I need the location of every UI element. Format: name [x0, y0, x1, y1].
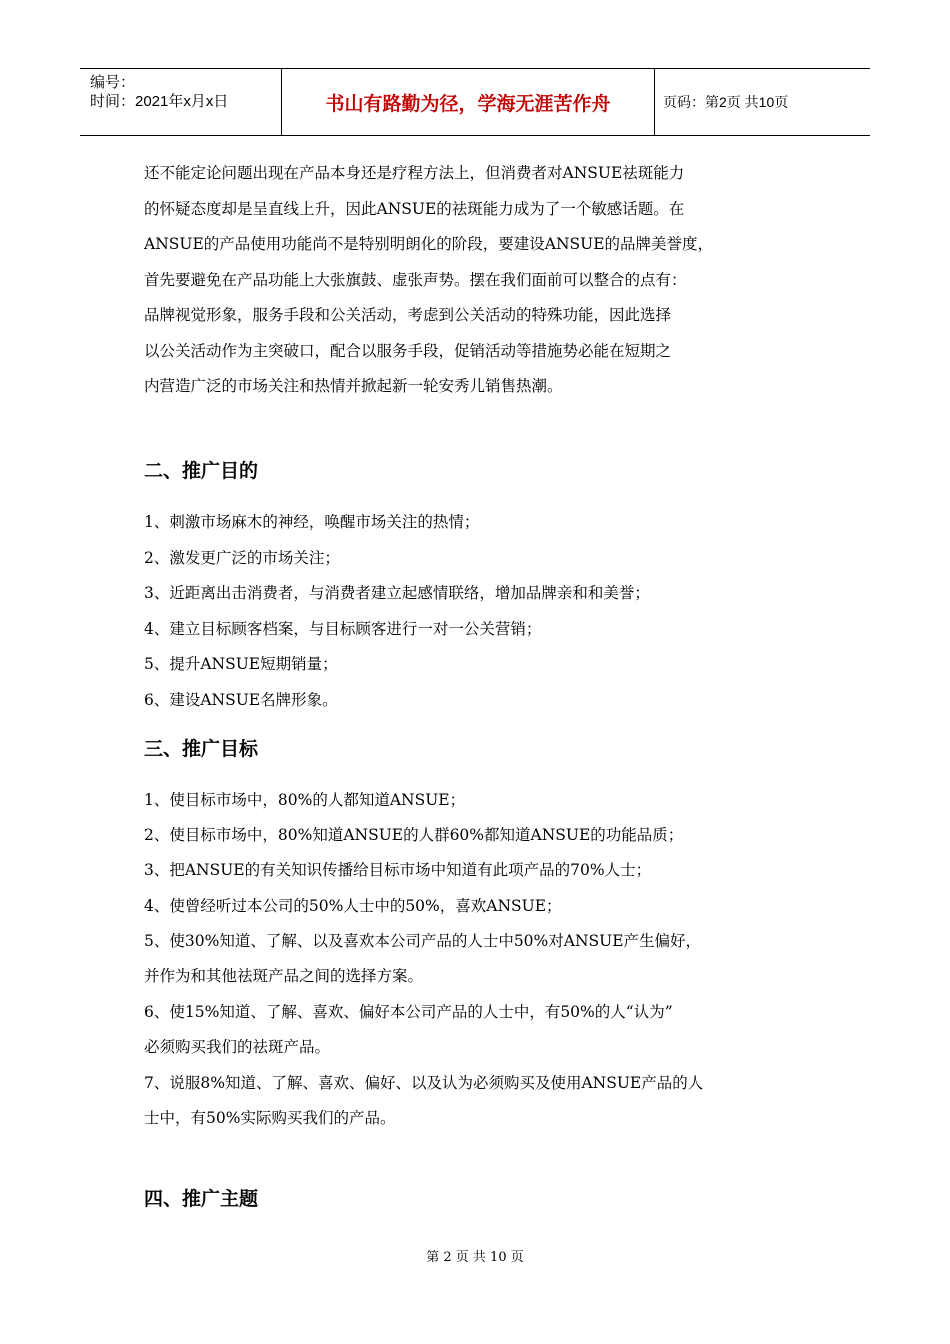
date-label: 时间：2021年x月x日: [90, 93, 229, 110]
list-item: 并作为和其他祛斑产品之间的选择方案。: [144, 967, 424, 985]
list-item: 5、提升ANSUE短期销量；: [144, 655, 338, 673]
list-item: 7、说服8%知道、了解、喜欢、偏好、以及认为必须购买及使用ANSUE产品的人: [144, 1074, 704, 1092]
intro-paragraph: [144, 156, 824, 405]
intro-line: 品牌视觉形象，服务手段和公关活动，考虑到公关活动的特殊功能，因此选择: [144, 306, 672, 324]
list-item: 必须购买我们的祛斑产品。: [144, 1038, 331, 1056]
intro-line: 首先要避免在产品功能上大张旗鼓、虚张声势。摆在我们面前可以整合的点有：: [144, 270, 687, 289]
list-item: 4、使曾经听过本公司的50%人士中的50%，喜欢ANSUE；: [144, 897, 562, 915]
intro-line: ANSUE的产品使用功能尚不是特别明朗化的阶段，要建设ANSUE的品牌美誉度，: [144, 235, 714, 253]
list-item: 3、把ANSUE的有关知识传播给目标市场中知道有此项产品的70%人士；: [144, 861, 652, 879]
section-heading-targets: 三、推广目标: [144, 738, 259, 760]
list-item: 1、使目标市场中，80%的人都知道ANSUE；: [144, 791, 466, 809]
list-item: 1、刺激市场麻木的神经，唤醒市场关注的热情；: [144, 513, 480, 531]
intro-line: 的怀疑态度却是呈直线上升，因此ANSUE的祛斑能力成为了一个敏感话题。在: [144, 199, 685, 218]
page-footer: 第 2 页 共 10 页: [426, 1250, 524, 1265]
list-item: 2、使目标市场中，80%知道ANSUE的人群60%都知道ANSUE的功能品质；: [144, 826, 684, 844]
header-meta: [80, 69, 282, 135]
header-motto: 书山有路勤为径，学海无涯苦作舟: [282, 69, 655, 135]
document-header: [80, 68, 870, 136]
section-heading-theme: 四、推广主题: [144, 1188, 259, 1210]
intro-line: 还不能定论问题出现在产品本身还是疗程方法上，但消费者对ANSUE祛斑能力: [144, 164, 685, 182]
section-heading-purpose: 二、推广目的: [144, 460, 259, 482]
intro-line: 内营造广泛的市场关注和热情并掀起新一轮安秀儿销售热潮。: [144, 377, 563, 395]
list-item: 6、使15%知道、了解、喜欢、偏好本公司产品的人士中，有50%的人“认为”: [144, 1003, 673, 1021]
list-item: 4、建立目标顾客档案，与目标顾客进行一对一公关营销；: [144, 620, 542, 638]
list-item: 5、使30%知道、了解、以及喜欢本公司产品的人士中50%对ANSUE产生偏好，: [144, 932, 702, 950]
list-item: 6、建设ANSUE名牌形象。: [144, 691, 338, 709]
list-item: 2、激发更广泛的市场关注；: [144, 549, 340, 567]
number-label: 编号：: [90, 74, 136, 91]
list-item: 3、近距离出击消费者，与消费者建立起感情联络，增加品牌亲和和美誉；: [144, 584, 650, 602]
list-item: 士中，有50%实际购买我们的产品。: [144, 1109, 396, 1127]
header-page-info: 页码：第2页 共10页: [663, 94, 789, 110]
intro-line: 以公关活动作为主突破口，配合以服务手段，促销活动等措施势必能在短期之: [144, 341, 672, 360]
